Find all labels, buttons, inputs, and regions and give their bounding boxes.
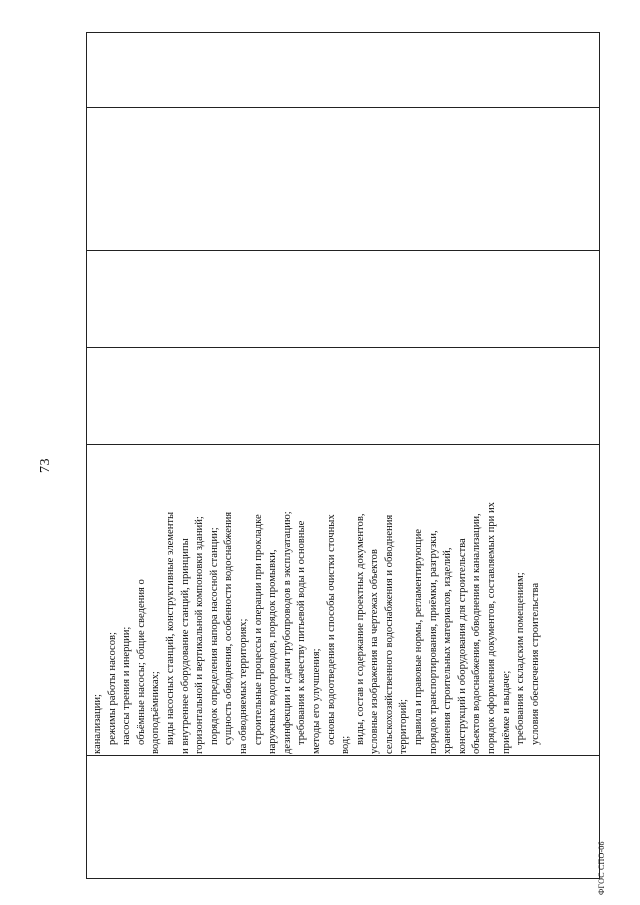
text-line: вод; xyxy=(340,735,352,754)
text-line: порядок определения напора насосной станции; xyxy=(208,527,220,745)
text-line: канализации; xyxy=(92,694,103,754)
column-divider xyxy=(87,444,599,445)
text-line: виды, состав и содержание проектных документов, xyxy=(354,513,366,745)
text-line: требования к складским помещениям; xyxy=(515,572,527,745)
text-line: требования к качеству питьевой воды и основные xyxy=(296,520,308,745)
text-line: основы водоотведения и способы очистки сточных xyxy=(325,514,337,745)
text-line: порядок транспортирования, приёмки, разгрузки, xyxy=(427,530,439,754)
text-line: хранения строительных материалов, изделий, xyxy=(442,547,454,754)
text-line: условные изображения на чертежах объектов xyxy=(369,549,381,754)
text-line: сущность обводнения, особенности водоснабжения xyxy=(223,511,235,745)
text-line: условия обеспечения строительства xyxy=(529,582,541,745)
text-line: виды насосных станций, конструктивные элементы xyxy=(164,511,176,745)
page-number: 73 xyxy=(38,458,53,473)
text-line: методы его улучшения; xyxy=(310,648,322,754)
text-line: объектов водоснабжения, обводнения и канализации, xyxy=(471,513,483,754)
text-line: объёмные насосы; общие сведения о xyxy=(135,579,147,745)
text-line: на обводняемых территориях; xyxy=(237,618,249,754)
text-line: строительные процессы и операции при прокладке xyxy=(252,514,264,745)
text-line: порядок оформления документов, составляемых при их xyxy=(486,502,498,754)
column-divider xyxy=(87,755,599,756)
text-line: приёмке и выдаче; xyxy=(500,670,512,754)
text-line: территорий; xyxy=(398,699,410,754)
text-line: насосы трения и инерции; xyxy=(121,626,133,745)
text-line: и внутреннее оборудование станций, принципы xyxy=(179,538,191,754)
content-cell xyxy=(91,449,543,754)
column-divider xyxy=(87,107,599,108)
text-line: правила и правовые нормы, регламентирующие xyxy=(413,529,425,745)
text-line: сельскохозяйственного водоснабжения и обводнения xyxy=(383,514,395,754)
text-line: горизонтальной и вертикальной компоновки зданий; xyxy=(194,516,206,754)
text-line: конструкций и оборудования для строительства xyxy=(456,538,468,754)
footer-code: ФГОС СПО-06 xyxy=(597,841,606,895)
column-divider xyxy=(87,347,599,348)
text-line: водоподъёмниках; xyxy=(150,671,162,754)
column-divider xyxy=(87,250,599,251)
text-line: режимы работы насосов; xyxy=(106,632,118,745)
text-line: наружных водопроводов, порядок промывки, xyxy=(267,549,279,754)
table-frame xyxy=(86,32,600,879)
text-line: дезинфекции и сдачи трубопроводов в эксплуатацию; xyxy=(281,511,293,754)
